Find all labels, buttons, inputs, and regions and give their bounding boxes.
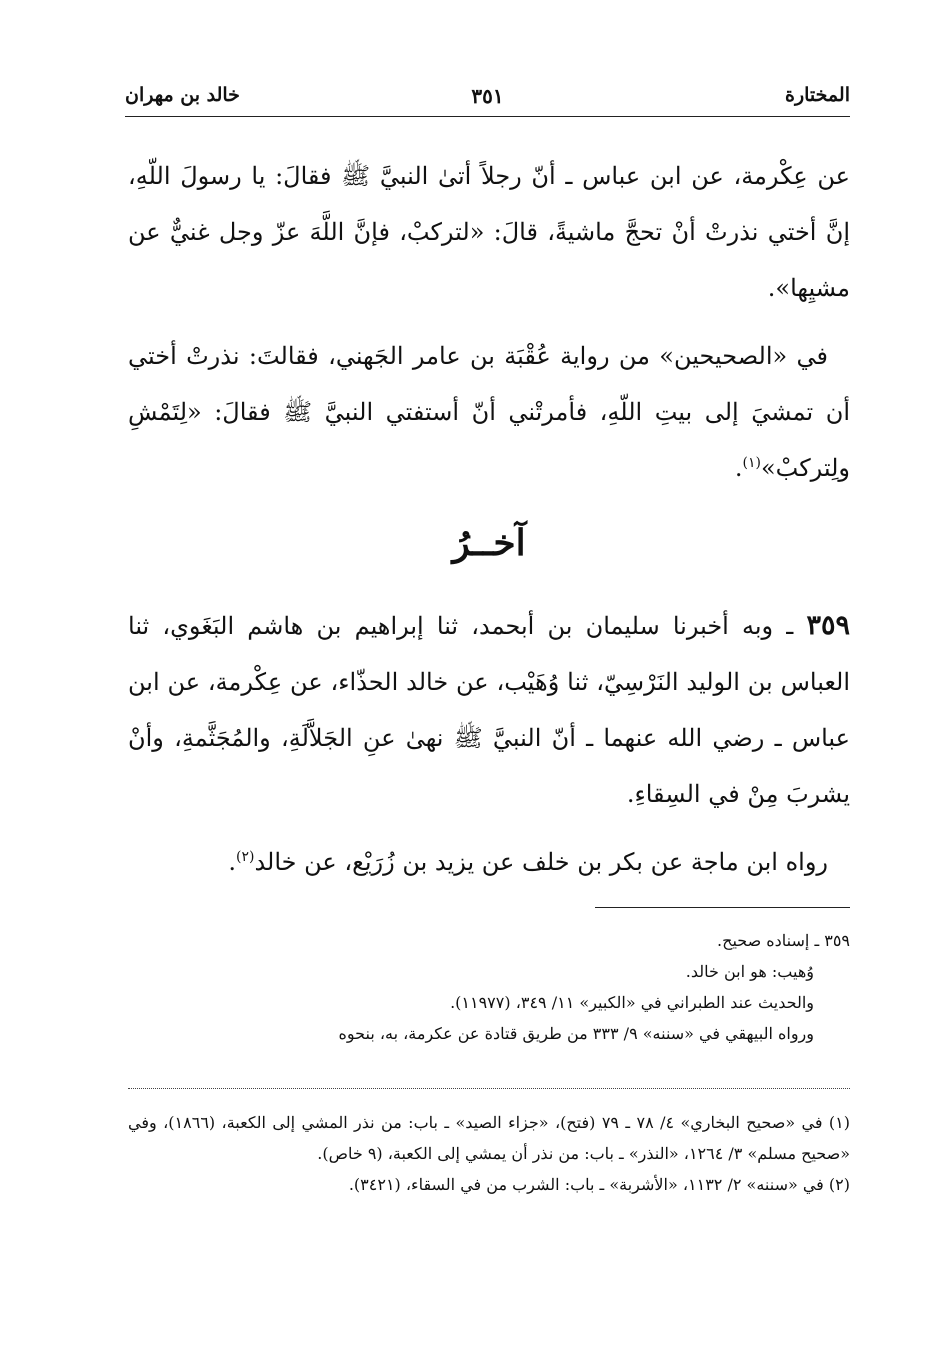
book-title: المختارة <box>785 84 850 106</box>
page-number: ٣٥١ <box>471 84 504 108</box>
section-title: آخــرُ <box>452 522 526 564</box>
hadith-number: ٣٥٩ <box>806 610 850 641</box>
note-line-1: ٣٥٩ ـ إسناده صحيح. <box>717 931 850 950</box>
paragraph-2 <box>128 328 850 496</box>
header-rule <box>125 116 850 117</box>
paragraph-2-text: في «الصحيحين» من رواية عُقْبَة بن عامر الجَهني، فقالتَ: نذرتْ أختي أن تمشيَ إلى بيتِ اللّهِ، فأمرتْني أنّ أستفتي النبيَّ ﷺ فقالَ: «لِتَمْشِ ولِتركبْ» <box>128 342 850 482</box>
paragraph-4 <box>128 834 850 890</box>
footnote-1: (١) في «صحيح البخاري» ٤/ ٧٨ ـ ٧٩ (فتح)، «جزاء الصيد» ـ باب: من نذر المشي إلى الكعبة، (١٨٦٦)، وفي «صحيح مسلم» ٣/ ١٢٦٤، «النذر» ـ باب: من نذر أن يمشي إلى الكعبة، (٩ خاص). <box>128 1113 851 1163</box>
paragraph-1: عن عِكْرمة، عن ابن عباس ـ أنّ رجلاً أتىٰ النبيَّ ﷺ فقالَ: يا رسولَ اللّهِ، إنَّ أختي نذرتْ أنْ تحجَّ ماشيةً، قالَ: «لتركبْ، فإنَّ اللَّهَ عزّ وجل غنيٌّ عن مشيِها». <box>128 162 850 302</box>
notes-separator <box>595 907 850 908</box>
note-line-3: والحديث عند الطبراني في «الكبير» ١١/ ٣٤٩، (١١٩٧٧). <box>450 993 814 1012</box>
footnotes <box>128 1107 850 1200</box>
note-line-4: ورواه البيهقي في «سننه» ٩/ ٣٣٣ من طريق قتادة عن عكرمة، به، بنحوه <box>338 1024 814 1043</box>
running-header <box>125 78 850 118</box>
footnotes-separator <box>128 1088 850 1089</box>
paragraph-2-end: . <box>734 454 743 482</box>
chapter-title: خالد بن مهران <box>125 84 240 106</box>
footnote-ref-1[interactable]: (١) <box>742 455 761 471</box>
footnote-2: (٢) في «سننه» ٢/ ١١٣٢، «الأشربة» ـ باب: الشرب من في السقاء، (٣٤٢١). <box>348 1175 850 1194</box>
hadith-notes <box>250 925 850 1049</box>
paragraph-3-text: ـ وبه أخبرنا سليمان بن أبحمد، ثنا إبراهيم بن هاشم البَغَوي، ثنا العباس بن الوليد النَرْسِيّ، ثنا وُهَيْب، عن خالد الحذّاء، عن عِكْرمة، عن ابن عباس ـ رضي الله عنهما ـ أنّ النبيَّ ﷺ نهىٰ عنِ الجَلاَّلَةِ، والمُجَثَّمةِ، وأنْ يشربَ مِنْ في السِقاءِ. <box>128 612 850 808</box>
paragraph-3 <box>128 598 850 822</box>
main-text <box>128 148 850 902</box>
paragraph-4-text: رواه ابن ماجة عن بكر بن خلف عن يزيد بن زُرَيْع، عن خالد <box>254 848 828 876</box>
paragraph-4-end: . <box>228 848 236 876</box>
footnote-ref-2[interactable]: (٢) <box>235 849 255 865</box>
note-line-2: وُهيب: هو ابن خالد. <box>685 962 814 981</box>
